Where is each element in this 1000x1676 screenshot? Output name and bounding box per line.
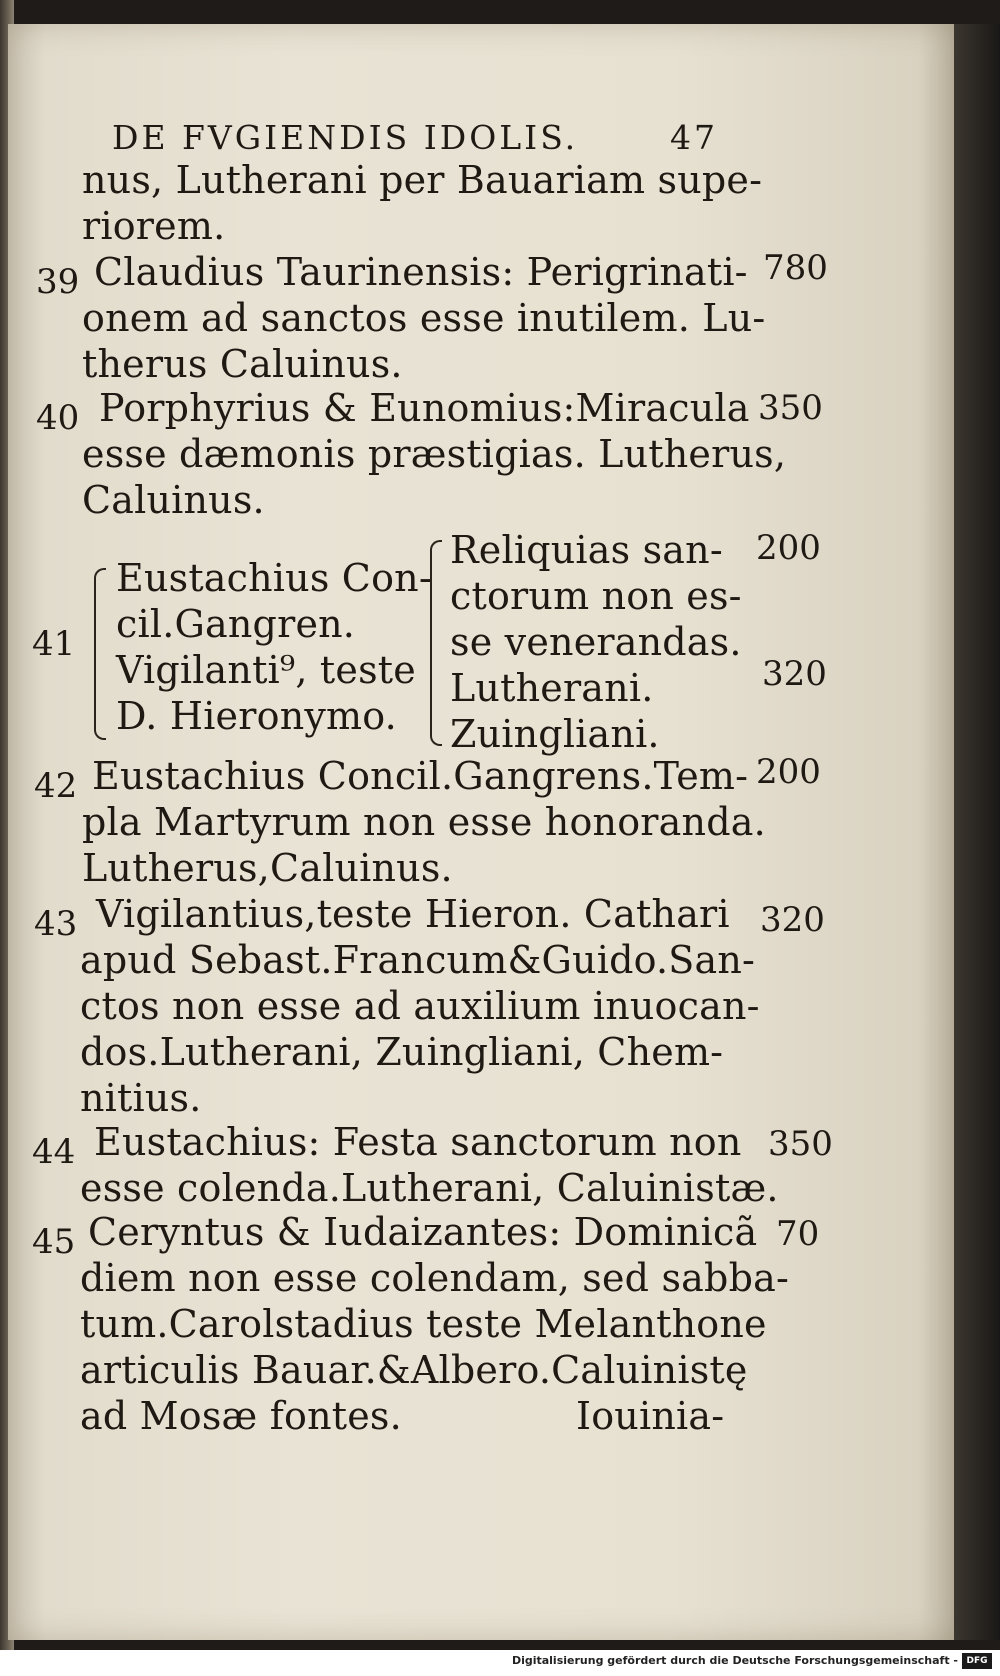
entry41-right-line: Zuingliani. bbox=[450, 712, 660, 756]
entry-line: onem ad sanctos esse inutilem. Lu- bbox=[82, 296, 766, 340]
entry-line: nitius. bbox=[80, 1076, 202, 1120]
entry41-right-line: Lutherani. bbox=[450, 666, 654, 710]
entry41-left-line: cil.Gangren. bbox=[116, 602, 356, 646]
entry-line: therus Caluinus. bbox=[82, 342, 403, 386]
dfg-logo: DFG bbox=[962, 1653, 992, 1669]
footer-credit: Digitalisierung gefördert durch die Deutsche Forschungsgemeinschaft - bbox=[511, 1654, 958, 1667]
entry-number: 40 bbox=[36, 398, 80, 438]
entry41-right-line: ctorum non es- bbox=[450, 574, 742, 618]
entry-line: ctos non esse ad auxilium inuocan- bbox=[80, 984, 760, 1028]
entry-number: 44 bbox=[32, 1132, 76, 1172]
entry-line: esse dæmonis præstigias. Lutherus, bbox=[82, 432, 787, 476]
catchword: Iouinia- bbox=[576, 1394, 725, 1438]
entry-line: pla Martyrum non esse honoranda. bbox=[82, 800, 766, 844]
entry-line: diem non esse colendam, sed sabba- bbox=[80, 1256, 789, 1300]
entry41-right-line: se venerandas. bbox=[450, 620, 742, 664]
left-brace bbox=[94, 568, 106, 740]
entry-line: esse colenda.Lutherani, Caluinistæ. bbox=[80, 1166, 779, 1210]
entry-line: articulis Bauar.&Albero.Caluinistę bbox=[80, 1348, 748, 1392]
entry-number: 39 bbox=[36, 262, 80, 302]
entry-year: 200 bbox=[756, 528, 821, 568]
right-brace bbox=[430, 540, 442, 746]
entry-year: 70 bbox=[776, 1214, 820, 1254]
entry-year: 780 bbox=[763, 248, 828, 288]
entry-year: 350 bbox=[758, 388, 823, 428]
continuation-line: nus, Lutherani per Bauariam supe- bbox=[82, 158, 763, 202]
entry-line: Lutherus,Caluinus. bbox=[82, 846, 453, 890]
entry41-left-line: Vigilanti⁹, teste bbox=[116, 648, 416, 692]
entry-line: Ceryntus & Iudaizantes: Dominicã bbox=[88, 1210, 758, 1254]
entry-line: Eustachius Concil.Gangrens.Tem- bbox=[92, 754, 749, 798]
entry-number: 41 bbox=[32, 624, 76, 664]
entry41-left-line: Eustachius Con- bbox=[116, 556, 432, 600]
running-header-title: DE FVGIENDIS IDOLIS. bbox=[112, 118, 579, 157]
entry-line: Porphyrius & Eunomius:Miracula bbox=[99, 386, 750, 430]
entry-year: 350 bbox=[768, 1124, 833, 1164]
entry-number: 43 bbox=[34, 904, 78, 944]
entry-line: dos.Lutherani, Zuingliani, Chem- bbox=[80, 1030, 724, 1074]
book-fore-edge bbox=[954, 24, 1000, 1640]
entry-year: 320 bbox=[760, 900, 825, 940]
entry-number: 42 bbox=[34, 766, 78, 806]
entry-line: ad Mosæ fontes. bbox=[80, 1394, 402, 1438]
entry-year: 320 bbox=[762, 654, 827, 694]
entry-line: Eustachius: Festa sanctorum non bbox=[94, 1120, 742, 1164]
entry41-left-line: D. Hieronymo. bbox=[116, 694, 397, 738]
continuation-line: riorem. bbox=[82, 204, 226, 248]
entry-line: Caluinus. bbox=[82, 478, 265, 522]
entry-line: tum.Carolstadius teste Melanthone bbox=[80, 1302, 767, 1346]
entry41-right-line: Reliquias san- bbox=[450, 528, 723, 572]
entry-line: apud Sebast.Francum&Guido.San- bbox=[80, 938, 756, 982]
page-number: 47 bbox=[670, 118, 718, 157]
entry-line: Claudius Taurinensis: Perigrinati- bbox=[94, 250, 748, 294]
entry-year: 200 bbox=[756, 752, 821, 792]
entry-number: 45 bbox=[32, 1222, 76, 1262]
footer-bar bbox=[0, 1650, 1000, 1676]
entry-line: Vigilantius,teste Hieron. Cathari bbox=[96, 892, 730, 936]
